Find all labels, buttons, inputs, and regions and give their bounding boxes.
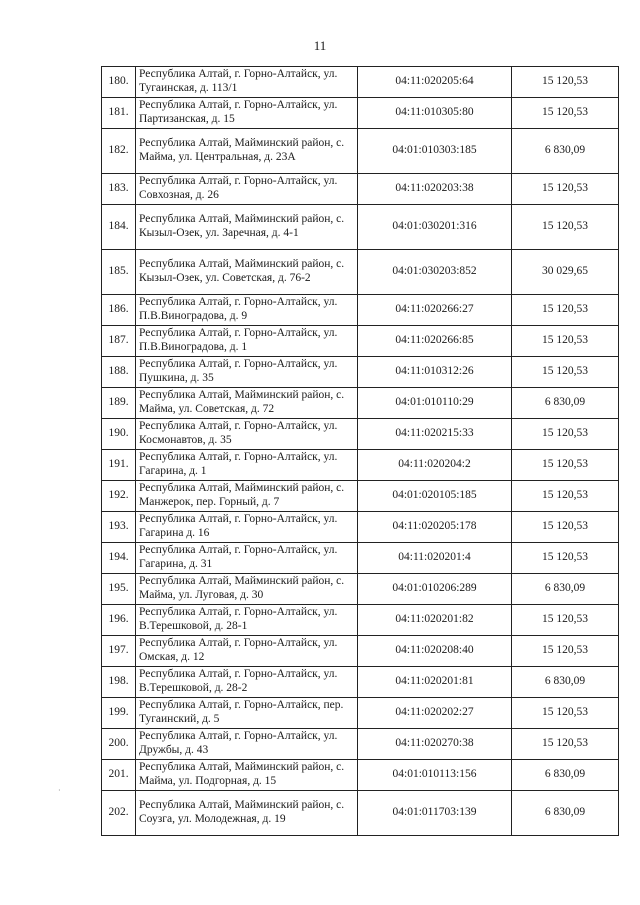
table-row: [102, 605, 619, 636]
row-address: Республика Алтай, Майминский район, с. Манжерок, пер. Горный, д. 7: [136, 481, 358, 512]
table-row: [102, 574, 619, 605]
row-address: Республика Алтай, г. Горно-Алтайск, ул. П.В.Виноградова, д. 9: [136, 295, 358, 326]
row-amount: 15 120,53: [512, 174, 619, 205]
table-row: [102, 760, 619, 791]
table-row: [102, 205, 619, 250]
row-number: 190.: [102, 419, 136, 450]
row-address: Республика Алтай, г. Горно-Алтайск, ул. В.Терешковой, д. 28-1: [136, 605, 358, 636]
row-number: 182.: [102, 129, 136, 174]
row-amount: 6 830,09: [512, 791, 619, 836]
row-cadastral-number: 04:11:020201:82: [358, 605, 512, 636]
row-cadastral-number: 04:11:010312:26: [358, 357, 512, 388]
row-address: Республика Алтай, г. Горно-Алтайск, ул. П.В.Виноградова, д. 1: [136, 326, 358, 357]
table-row: [102, 512, 619, 543]
row-number: 197.: [102, 636, 136, 667]
row-amount: 15 120,53: [512, 295, 619, 326]
row-number: 186.: [102, 295, 136, 326]
row-cadastral-number: 04:11:020215:33: [358, 419, 512, 450]
row-number: 193.: [102, 512, 136, 543]
table-row: [102, 419, 619, 450]
table-row: [102, 174, 619, 205]
row-number: 188.: [102, 357, 136, 388]
row-number: 180.: [102, 67, 136, 98]
table-row: [102, 543, 619, 574]
row-cadastral-number: 04:01:010110:29: [358, 388, 512, 419]
row-amount: 15 120,53: [512, 543, 619, 574]
row-address: Республика Алтай, Майминский район, с. Майма, ул. Советская, д. 72: [136, 388, 358, 419]
row-address: Республика Алтай, г. Горно-Алтайск, ул. Тугаинская, д. 113/1: [136, 67, 358, 98]
row-address: Республика Алтай, г. Горно-Алтайск, ул. Омская, д. 12: [136, 636, 358, 667]
row-cadastral-number: 04:01:030201:316: [358, 205, 512, 250]
row-number: 201.: [102, 760, 136, 791]
table-row: [102, 326, 619, 357]
row-amount: 15 120,53: [512, 98, 619, 129]
row-address: Республика Алтай, г. Горно-Алтайск, ул. Гагарина, д. 1: [136, 450, 358, 481]
row-cadastral-number: 04:11:020201:81: [358, 667, 512, 698]
row-cadastral-number: 04:11:020205:178: [358, 512, 512, 543]
row-number: 184.: [102, 205, 136, 250]
row-cadastral-number: 04:11:020208:40: [358, 636, 512, 667]
row-address: Республика Алтай, г. Горно-Алтайск, ул. Совхозная, д. 26: [136, 174, 358, 205]
row-address: Республика Алтай, Майминский район, с. Майма, ул. Луговая, д. 30: [136, 574, 358, 605]
row-cadastral-number: 04:01:020105:185: [358, 481, 512, 512]
table-row: [102, 481, 619, 512]
row-amount: 6 830,09: [512, 388, 619, 419]
row-cadastral-number: 04:11:020203:38: [358, 174, 512, 205]
row-cadastral-number: 04:11:020202:27: [358, 698, 512, 729]
row-amount: 30 029,65: [512, 250, 619, 295]
table-row: [102, 388, 619, 419]
row-number: 183.: [102, 174, 136, 205]
row-address: Республика Алтай, г. Горно-Алтайск, ул. Дружбы, д. 43: [136, 729, 358, 760]
row-address: Республика Алтай, г. Горно-Алтайск, ул. Партизанская, д. 15: [136, 98, 358, 129]
row-address: Республика Алтай, г. Горно-Алтайск, пер. Тугаинский, д. 5: [136, 698, 358, 729]
row-cadastral-number: 04:01:010206:289: [358, 574, 512, 605]
row-cadastral-number: 04:01:011703:139: [358, 791, 512, 836]
row-amount: 15 120,53: [512, 419, 619, 450]
row-cadastral-number: 04:11:020266:27: [358, 295, 512, 326]
row-amount: 15 120,53: [512, 450, 619, 481]
row-cadastral-number: 04:11:020270:38: [358, 729, 512, 760]
row-number: 202.: [102, 791, 136, 836]
row-number: 199.: [102, 698, 136, 729]
row-number: 187.: [102, 326, 136, 357]
row-cadastral-number: 04:11:020201:4: [358, 543, 512, 574]
margin-mark: ·: [58, 786, 61, 795]
table-row: [102, 129, 619, 174]
row-address: Республика Алтай, Майминский район, с. Соузга, ул. Молодежная, д. 19: [136, 791, 358, 836]
row-number: 194.: [102, 543, 136, 574]
table-row: [102, 295, 619, 326]
table-row: [102, 98, 619, 129]
row-amount: 15 120,53: [512, 605, 619, 636]
table-row: [102, 636, 619, 667]
row-address: Республика Алтай, г. Горно-Алтайск, ул. В.Терешковой, д. 28-2: [136, 667, 358, 698]
table-row: [102, 667, 619, 698]
row-number: 195.: [102, 574, 136, 605]
row-amount: 6 830,09: [512, 129, 619, 174]
row-number: 200.: [102, 729, 136, 760]
row-amount: 15 120,53: [512, 698, 619, 729]
row-cadastral-number: 04:11:020205:64: [358, 67, 512, 98]
table-row: [102, 357, 619, 388]
row-number: 192.: [102, 481, 136, 512]
table-row: [102, 250, 619, 295]
table-row: [102, 791, 619, 836]
table-row: [102, 67, 619, 98]
row-number: 181.: [102, 98, 136, 129]
table-row: [102, 729, 619, 760]
row-amount: 15 120,53: [512, 512, 619, 543]
row-cadastral-number: 04:11:010305:80: [358, 98, 512, 129]
table-row: [102, 698, 619, 729]
table-row: [102, 450, 619, 481]
row-address: Республика Алтай, г. Горно-Алтайск, ул. Космонавтов, д. 35: [136, 419, 358, 450]
row-amount: 6 830,09: [512, 574, 619, 605]
row-amount: 15 120,53: [512, 357, 619, 388]
page-number: 11: [313, 38, 327, 53]
row-amount: 15 120,53: [512, 67, 619, 98]
row-amount: 6 830,09: [512, 760, 619, 791]
row-address: Республика Алтай, г. Горно-Алтайск, ул. Пушкина, д. 35: [136, 357, 358, 388]
row-amount: 15 120,53: [512, 729, 619, 760]
row-cadastral-number: 04:11:020204:2: [358, 450, 512, 481]
row-number: 198.: [102, 667, 136, 698]
row-amount: 15 120,53: [512, 326, 619, 357]
row-amount: 15 120,53: [512, 636, 619, 667]
row-amount: 6 830,09: [512, 667, 619, 698]
row-number: 189.: [102, 388, 136, 419]
row-amount: 15 120,53: [512, 205, 619, 250]
row-address: Республика Алтай, Майминский район, с. Майма, ул. Подгорная, д. 15: [136, 760, 358, 791]
row-address: Республика Алтай, Майминский район, с. Кызыл-Озек, ул. Заречная, д. 4-1: [136, 205, 358, 250]
property-table: [101, 66, 619, 836]
row-cadastral-number: 04:11:020266:85: [358, 326, 512, 357]
row-number: 191.: [102, 450, 136, 481]
row-number: 196.: [102, 605, 136, 636]
row-number: 185.: [102, 250, 136, 295]
row-amount: 15 120,53: [512, 481, 619, 512]
row-cadastral-number: 04:01:030203:852: [358, 250, 512, 295]
row-address: Республика Алтай, г. Горно-Алтайск, ул. Гагарина, д. 31: [136, 543, 358, 574]
row-address: Республика Алтай, Майминский район, с. Кызыл-Озек, ул. Советская, д. 76-2: [136, 250, 358, 295]
row-address: Республика Алтай, г. Горно-Алтайск, ул. Гагарина д. 16: [136, 512, 358, 543]
row-cadastral-number: 04:01:010303:185: [358, 129, 512, 174]
row-address: Республика Алтай, Майминский район, с. Майма, ул. Центральная, д. 23А: [136, 129, 358, 174]
row-cadastral-number: 04:01:010113:156: [358, 760, 512, 791]
